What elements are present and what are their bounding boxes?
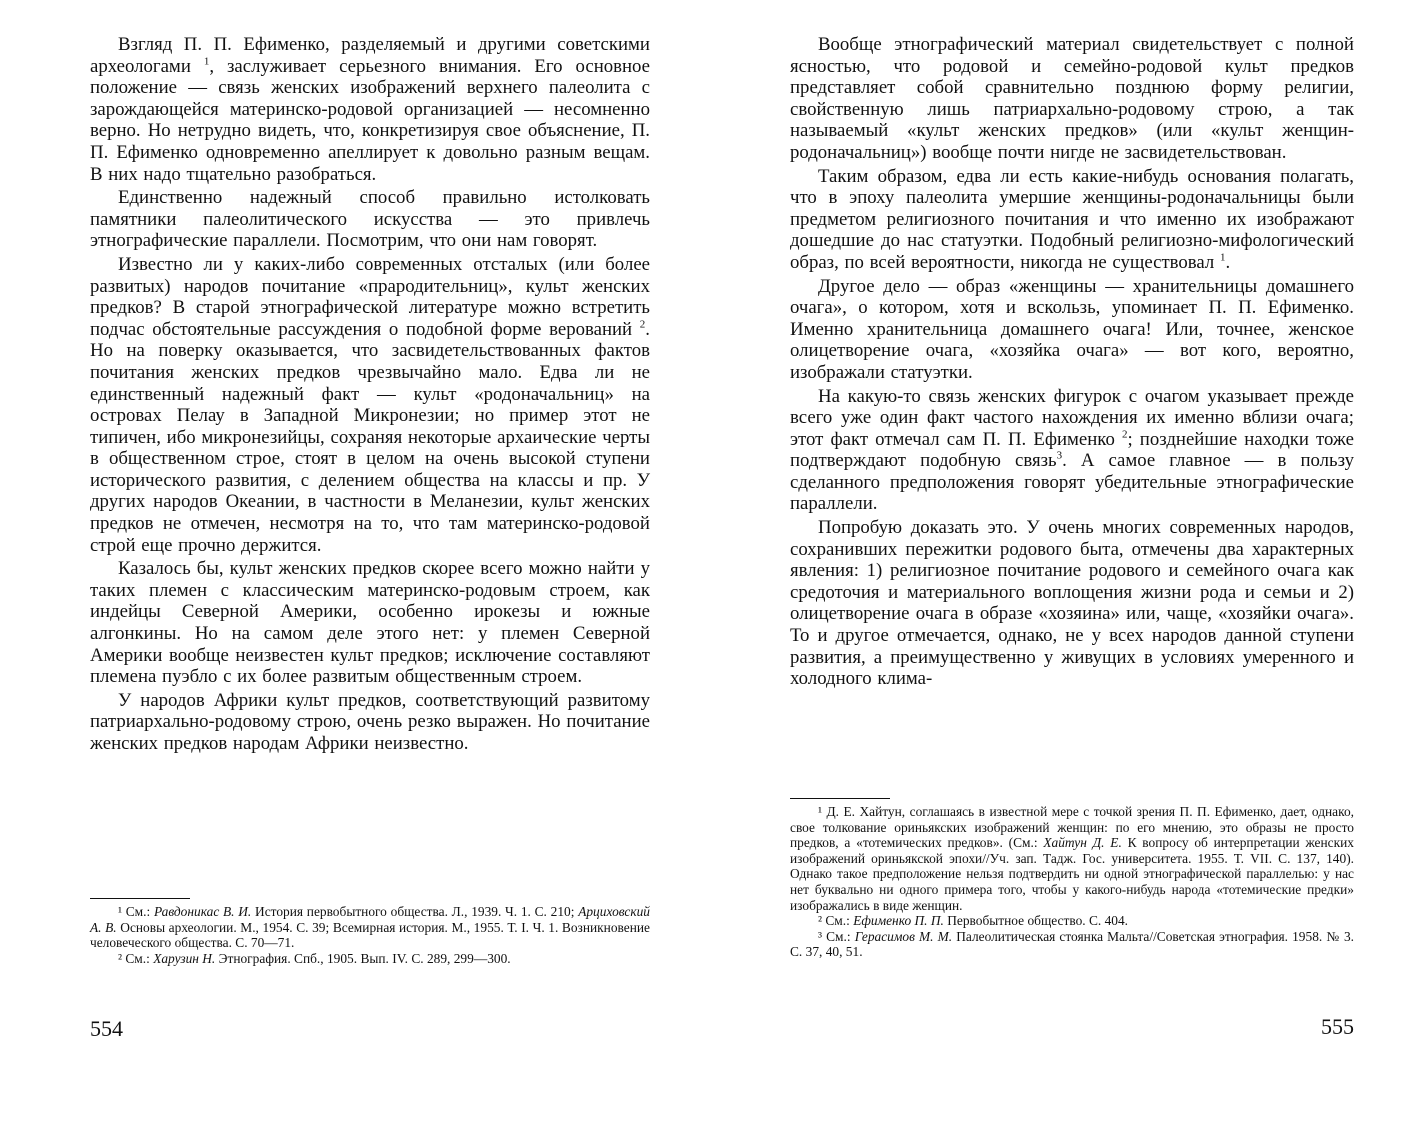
footnote — [90, 904, 650, 951]
paragraph — [790, 166, 1354, 274]
paragraph — [90, 34, 650, 185]
text-run: История первобытного общества. Л., 1939. Ч. 1. С. 210; — [251, 904, 579, 919]
text-run: ² См.: — [818, 913, 854, 929]
text-run: ³ См.: — [818, 928, 855, 944]
cited-author: Равдоникас В. И. — [153, 904, 252, 919]
cited-author: Герасимов М. М. — [854, 928, 953, 944]
page-number: 555 — [1321, 1014, 1354, 1039]
main-text — [790, 34, 1354, 786]
text-run: Другое дело — образ «женщины — хранительницы домашнего очага», о котором, хотя и вскользь, упоминает П. П. Ефименко. Именно хранительница домашнего очага! Или, точнее, женское олицетворение очага, «хозяйка очага» — вот кого, вероятно, изображали статуэтки. — [790, 275, 1354, 383]
text-run: ; позднейшие находки тоже подтверждают подобную связь — [790, 428, 1354, 472]
footnotes — [90, 904, 650, 966]
text-run: Палеолитическая стоянка Мальта//Советская этнография. 1958. № 3. С. 37, 40, 51. — [790, 928, 1354, 960]
text-run: Попробую доказать это. У очень многих современных народов, сохранивших пережитки родового быта, отмечены два характерных явления: 1) религиозное почитание родового и семейного очага как средоточия и материального воплощения жизни рода и семьи и 2) олицетворение очага в образе «хозяина» или, чаще, «хозяйки очага». То и другое отмечается, однако, не у всех народов данной ступени развития, а преимущественно у живущих в условиях умеренного и холодного клима- — [790, 517, 1354, 690]
footnote-ref: 2 — [639, 318, 646, 331]
paragraph — [90, 254, 650, 556]
cited-author: Арциховский А. В. — [90, 904, 650, 935]
footnote — [790, 929, 1354, 960]
footnote — [790, 913, 1354, 929]
text-run: На какую-то связь женских фигурок с очагом указывает прежде всего уже один факт частого нахождения их именно вблизи очага; этот факт отмечал сам П. П. Ефименко — [790, 385, 1354, 450]
footnote-ref: 1 — [203, 55, 210, 68]
text-run: Единственно надежный способ правильно истолковать памятники палеолитического искусства — это привлечь этнографические параллели. Посмотрим, что они нам говорят. — [90, 187, 650, 252]
footnote-ref: 1 — [1220, 251, 1226, 264]
text-run: ¹ См.: — [118, 904, 154, 919]
cited-author: Харузин Н. — [153, 950, 216, 966]
text-run: Известно ли у каких-либо современных отсталых (или более развитых) народов почитание «прародительниц», культ женских предков? В старой этнографической литературе можно встретить подчас обстоятельные рассуждения о подобной форме верований — [90, 253, 650, 340]
text-run: Казалось бы, культ женских предков скорее всего можно найти у таких племен с классическим материнско-родовым строем, как индейцы Северной Америки, особенно ирокезы и южные алгонкины. Но на самом деле этого нет: у племен Северной Америки вообще неизвестен культ предков; исключение составляют племена пуэбло с их более развитым общественным строем. — [90, 558, 650, 688]
paragraph — [790, 517, 1354, 690]
cited-author: Ефименко П. П. — [853, 913, 944, 929]
paragraph — [790, 34, 1354, 164]
footnotes — [790, 804, 1354, 960]
text-run: ¹ Д. Е. Хайтун, соглашаясь в известной мере с точкой зрения П. П. Ефименко, дает, однако, свое толкование ориньякских изображений женщин: по его мнению, это образы не просто предков, а «тотемических предков». (См.: — [790, 804, 1354, 851]
text-run: Вообще этнографический материал свидетельствует с полной ясностью, что родовой и семейно-родовой культ предков представляет собой сравнительно позднюю форму религии, свойственную лишь патриархально-родовому строю, а так называемый «культ женских предков» (или «культ женщин-родоначальниц») вообще почти нигде не засвидетельствован. — [790, 34, 1354, 163]
cited-author: Хайтун Д. Е. — [1043, 835, 1122, 851]
footnote-rule — [90, 898, 190, 899]
right-page — [790, 34, 1354, 1039]
paragraph — [90, 187, 650, 252]
paragraph — [790, 276, 1354, 384]
text-run: ² См.: — [118, 950, 154, 966]
text-run: Таким образом, едва ли есть какие-нибудь основания полагать, что в эпоху палеолита умершие женщины-родоначальницы были предметом религиозного почитания и что именно их изображают дошедшие до нас статуэтки. Подобный религиозно-мифологический образ, по всей вероятности, никогда не существовал — [790, 165, 1354, 273]
text-run: Основы археологии. М., 1954. С. 39; Всемирная история. М., 1955. Т. I. Ч. 1. Возникновение человеческого общества. С. 70—71. — [90, 919, 650, 951]
paragraph — [90, 558, 650, 688]
paragraph — [90, 690, 650, 755]
text-run: У народов Африки культ предков, соответствующий развитому патриархально-родовому строю, очень резко выражен. Но почитание женских предков народам Африки неизвестно. — [90, 689, 650, 754]
text-run: , заслуживает серьезного внимания. Его основное положение — связь женских изображений верхнего палеолита с зарождающейся материнско-родовой организацией — несомненно верно. Но нетрудно видеть, что, конкретизируя свое объяснение, П. П. Ефименко одновременно апеллирует к довольно разным вещам. В них надо тщательно разобраться. — [90, 55, 651, 185]
left-page — [90, 34, 651, 1041]
page-number: 554 — [90, 1016, 123, 1041]
footnote — [90, 951, 650, 967]
main-text — [90, 34, 650, 886]
footnote-rule — [790, 798, 890, 799]
text-run: . А самое главное — в пользу сделанного предположения говорят убедительные этнографические параллели. — [790, 450, 1354, 515]
text-run: Этнография. Спб., 1905. Вып. IV. С. 289, 299—300. — [215, 950, 511, 966]
text-run: Первобытное общество. С. 404. — [943, 913, 1129, 929]
footnote — [790, 804, 1354, 913]
footnote-ref: 3 — [1056, 450, 1063, 463]
text-run: К вопросу об интерпретации женских изображений ориньякской эпохи//Уч. зап. Тадж. Гос. университета. 1955. Т. VII. С. 137, 140). Однако такое предположение нельзя подтвердить ни одной этнографической параллелью: у нас нет буквально ни одного примера того, чтобы у какого-нибудь народа «тотемические предки» изображались в виде женщин. — [790, 835, 1354, 913]
text-run: . — [1225, 251, 1231, 273]
paragraph — [790, 386, 1354, 516]
text-run: . Но на поверку оказывается, что засвидетельствованных фактов почитания женских предков чрезвычайно мало. Едва ли не единственный надежный факт — культ «родоначальниц» на островах Пелау в Западной Микронезии; но пример этот не типичен, ибо микронезийцы, сохраняя некоторые архаические черты в общественном строе, стоят в целом на очень высокой ступени исторического развития, с делением общества на классы и пр. У других народов Океании, в частности в Меланезии, культ женских предков не отмечен, несмотря на то, что там материнско-родовой строй еще прочно держится. — [90, 318, 650, 556]
footnote-ref: 2 — [1121, 428, 1128, 441]
text-run: Взгляд П. П. Ефименко, разделяемый и другими советскими археологами — [90, 34, 650, 77]
